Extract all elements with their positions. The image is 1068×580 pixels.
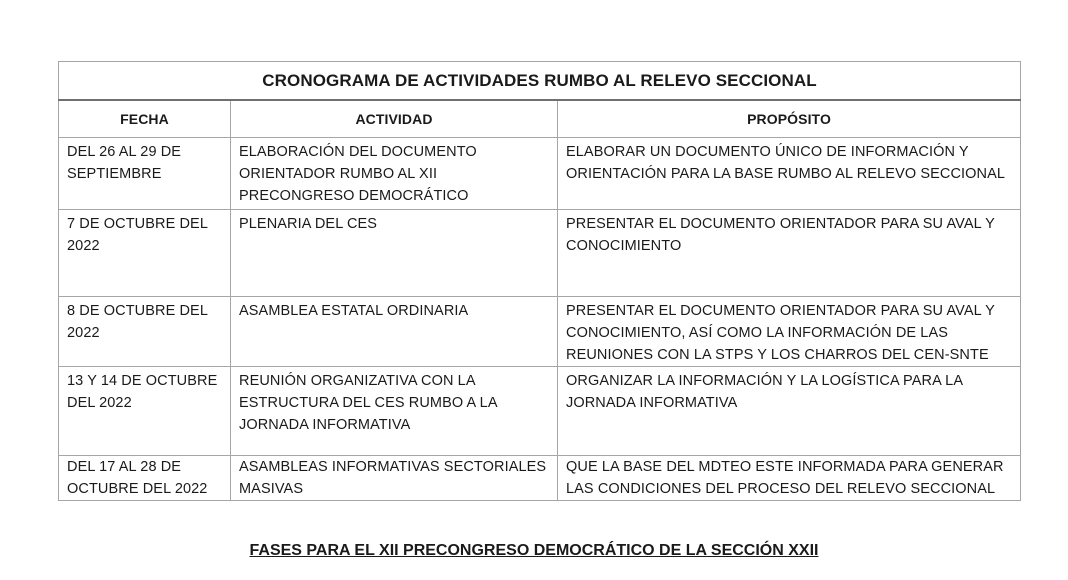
cell-proposito: PRESENTAR EL DOCUMENTO ORIENTADOR PARA SU AVAL Y CONOCIMIENTO: [558, 210, 1021, 297]
column-header-proposito: PROPÓSITO: [558, 100, 1021, 138]
table-row: [59, 456, 1021, 501]
cell-fecha: DEL 17 AL 28 DE OCTUBRE DEL 2022: [59, 456, 231, 501]
table-row: [59, 210, 1021, 297]
cell-proposito: ELABORAR UN DOCUMENTO ÚNICO DE INFORMACIÓN Y ORIENTACIÓN PARA LA BASE RUMBO AL RELEVO SECCIONAL: [558, 138, 1021, 210]
table-row: [59, 297, 1021, 367]
cell-actividad: ASAMBLEAS INFORMATIVAS SECTORIALES MASIVAS: [231, 456, 558, 501]
cell-actividad: ASAMBLEA ESTATAL ORDINARIA: [231, 297, 558, 367]
cell-actividad: PLENARIA DEL CES: [231, 210, 558, 297]
cell-proposito: PRESENTAR EL DOCUMENTO ORIENTADOR PARA SU AVAL Y CONOCIMIENTO, ASÍ COMO LA INFORMACIÓN DE LAS REUNIONES CON LA STPS Y LOS CHARROS DEL CEN-SNTE: [558, 297, 1021, 367]
cell-fecha: 7 DE OCTUBRE DEL 2022: [59, 210, 231, 297]
table-row: [59, 138, 1021, 210]
table-header-row: [59, 100, 1021, 138]
cell-proposito: QUE LA BASE DEL MDTEO ESTE INFORMADA PARA GENERAR LAS CONDICIONES DEL PROCESO DEL RELEVO SECCIONAL: [558, 456, 1021, 501]
table-title-row: [59, 62, 1021, 101]
cell-proposito: ORGANIZAR LA INFORMACIÓN Y LA LOGÍSTICA PARA LA JORNADA INFORMATIVA: [558, 367, 1021, 456]
column-header-actividad: ACTIVIDAD: [231, 100, 558, 138]
schedule-table: [58, 61, 1021, 501]
cell-actividad: ELABORACIÓN DEL DOCUMENTO ORIENTADOR RUMBO AL XII PRECONGRESO DEMOCRÁTICO: [231, 138, 558, 210]
phases-heading: FASES PARA EL XII PRECONGRESO DEMOCRÁTICO DE LA SECCIÓN XXII: [249, 542, 819, 559]
column-header-fecha: FECHA: [59, 100, 231, 138]
table-title: CRONOGRAMA DE ACTIVIDADES RUMBO AL RELEVO SECCIONAL: [59, 62, 1021, 101]
cell-actividad: REUNIÓN ORGANIZATIVA CON LA ESTRUCTURA DEL CES RUMBO A LA JORNADA INFORMATIVA: [231, 367, 558, 456]
cell-fecha: 8 DE OCTUBRE DEL 2022: [59, 297, 231, 367]
table-row: [59, 367, 1021, 456]
cell-fecha: 13 Y 14 DE OCTUBRE DEL 2022: [59, 367, 231, 456]
cell-fecha: DEL 26 AL 29 DE SEPTIEMBRE: [59, 138, 231, 210]
